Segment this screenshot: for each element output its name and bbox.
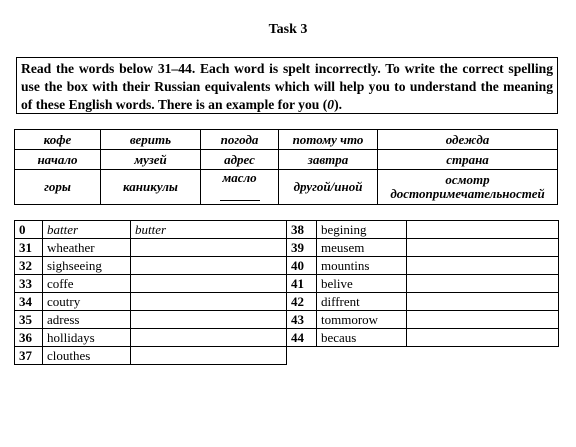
misspelt-word: wheather: [43, 239, 131, 257]
item-number: 36: [15, 329, 43, 347]
item-number: 42: [287, 293, 317, 311]
answer-cell[interactable]: [131, 347, 287, 365]
answer-cell[interactable]: [407, 311, 559, 329]
word-cell: музей: [101, 150, 201, 170]
misspelt-word: diffrent: [317, 293, 407, 311]
answer-cell[interactable]: [407, 293, 559, 311]
answers-table: [14, 220, 559, 365]
item-number: 33: [15, 275, 43, 293]
answer-row: [15, 347, 559, 365]
item-number: 44: [287, 329, 317, 347]
word-cell: начало: [15, 150, 101, 170]
answer-row: [15, 221, 559, 239]
word-box-row: [15, 130, 558, 150]
answer-row: [15, 311, 559, 329]
answer-cell[interactable]: [407, 221, 559, 239]
answer-cell[interactable]: [407, 239, 559, 257]
item-number: 34: [15, 293, 43, 311]
misspelt-word: mountins: [317, 257, 407, 275]
empty-cell: [407, 347, 559, 365]
item-number: 37: [15, 347, 43, 365]
misspelt-word: sighseeing: [43, 257, 131, 275]
instructions-text-end: ).: [334, 97, 342, 112]
item-number: 0: [15, 221, 43, 239]
answer-row: [15, 329, 559, 347]
answer-cell[interactable]: [131, 239, 287, 257]
item-number: 35: [15, 311, 43, 329]
empty-cell: [317, 347, 407, 365]
item-number: 39: [287, 239, 317, 257]
word-cell-text: масло: [222, 169, 257, 185]
word-cell: страна: [378, 150, 558, 170]
word-box-row: [15, 150, 558, 170]
word-cell-with-crossout: [201, 170, 279, 205]
word-cell: горы: [15, 170, 101, 205]
answer-row: [15, 239, 559, 257]
answer-cell[interactable]: [407, 257, 559, 275]
answer-row: [15, 257, 559, 275]
item-number: 38: [287, 221, 317, 239]
item-number: 31: [15, 239, 43, 257]
misspelt-word: clouthes: [43, 347, 131, 365]
item-number: 43: [287, 311, 317, 329]
word-cell: кофе: [15, 130, 101, 150]
answer-row: [15, 275, 559, 293]
answer-cell[interactable]: [407, 329, 559, 347]
misspelt-word: batter: [43, 221, 131, 239]
misspelt-word: coutry: [43, 293, 131, 311]
item-number: 40: [287, 257, 317, 275]
answer-cell: butter: [131, 221, 287, 239]
misspelt-word: begining: [317, 221, 407, 239]
example-reference: 0: [327, 97, 335, 112]
word-cell: одежда: [378, 130, 558, 150]
answer-cell[interactable]: [131, 257, 287, 275]
misspelt-word: adress: [43, 311, 131, 329]
misspelt-word: tommorow: [317, 311, 407, 329]
item-number: 32: [15, 257, 43, 275]
misspelt-word: becaus: [317, 329, 407, 347]
empty-cell: [287, 347, 317, 365]
word-box-row: [15, 170, 558, 205]
instructions-box: [16, 57, 558, 114]
russian-words-box: [14, 129, 558, 205]
word-cell: завтра: [279, 150, 378, 170]
word-cell: погода: [201, 130, 279, 150]
misspelt-word: coffe: [43, 275, 131, 293]
answer-cell[interactable]: [131, 293, 287, 311]
answer-cell[interactable]: [407, 275, 559, 293]
misspelt-word: belive: [317, 275, 407, 293]
misspelt-word: hollidays: [43, 329, 131, 347]
word-cell: другой/иной: [279, 170, 378, 205]
word-cell: верить: [101, 130, 201, 150]
answer-cell[interactable]: [131, 329, 287, 347]
word-cell: потому что: [279, 130, 378, 150]
instructions-text: Read the words below 31–44. Each word is spelt incorrectly. To write the correct spelling use the box with their Russian equivalents which will help you to understand the meaning of these English words. There is an example for you (: [21, 61, 553, 112]
item-number: 41: [287, 275, 317, 293]
word-cell: осмотр достопримечательностей: [378, 170, 558, 205]
answer-cell[interactable]: [131, 275, 287, 293]
answer-cell[interactable]: [131, 311, 287, 329]
word-cell: адрес: [201, 150, 279, 170]
word-cell: каникулы: [101, 170, 201, 205]
crossed-out-line: [220, 199, 260, 201]
task-title: Task 3: [268, 22, 308, 37]
answer-row: [15, 293, 559, 311]
misspelt-word: meusem: [317, 239, 407, 257]
